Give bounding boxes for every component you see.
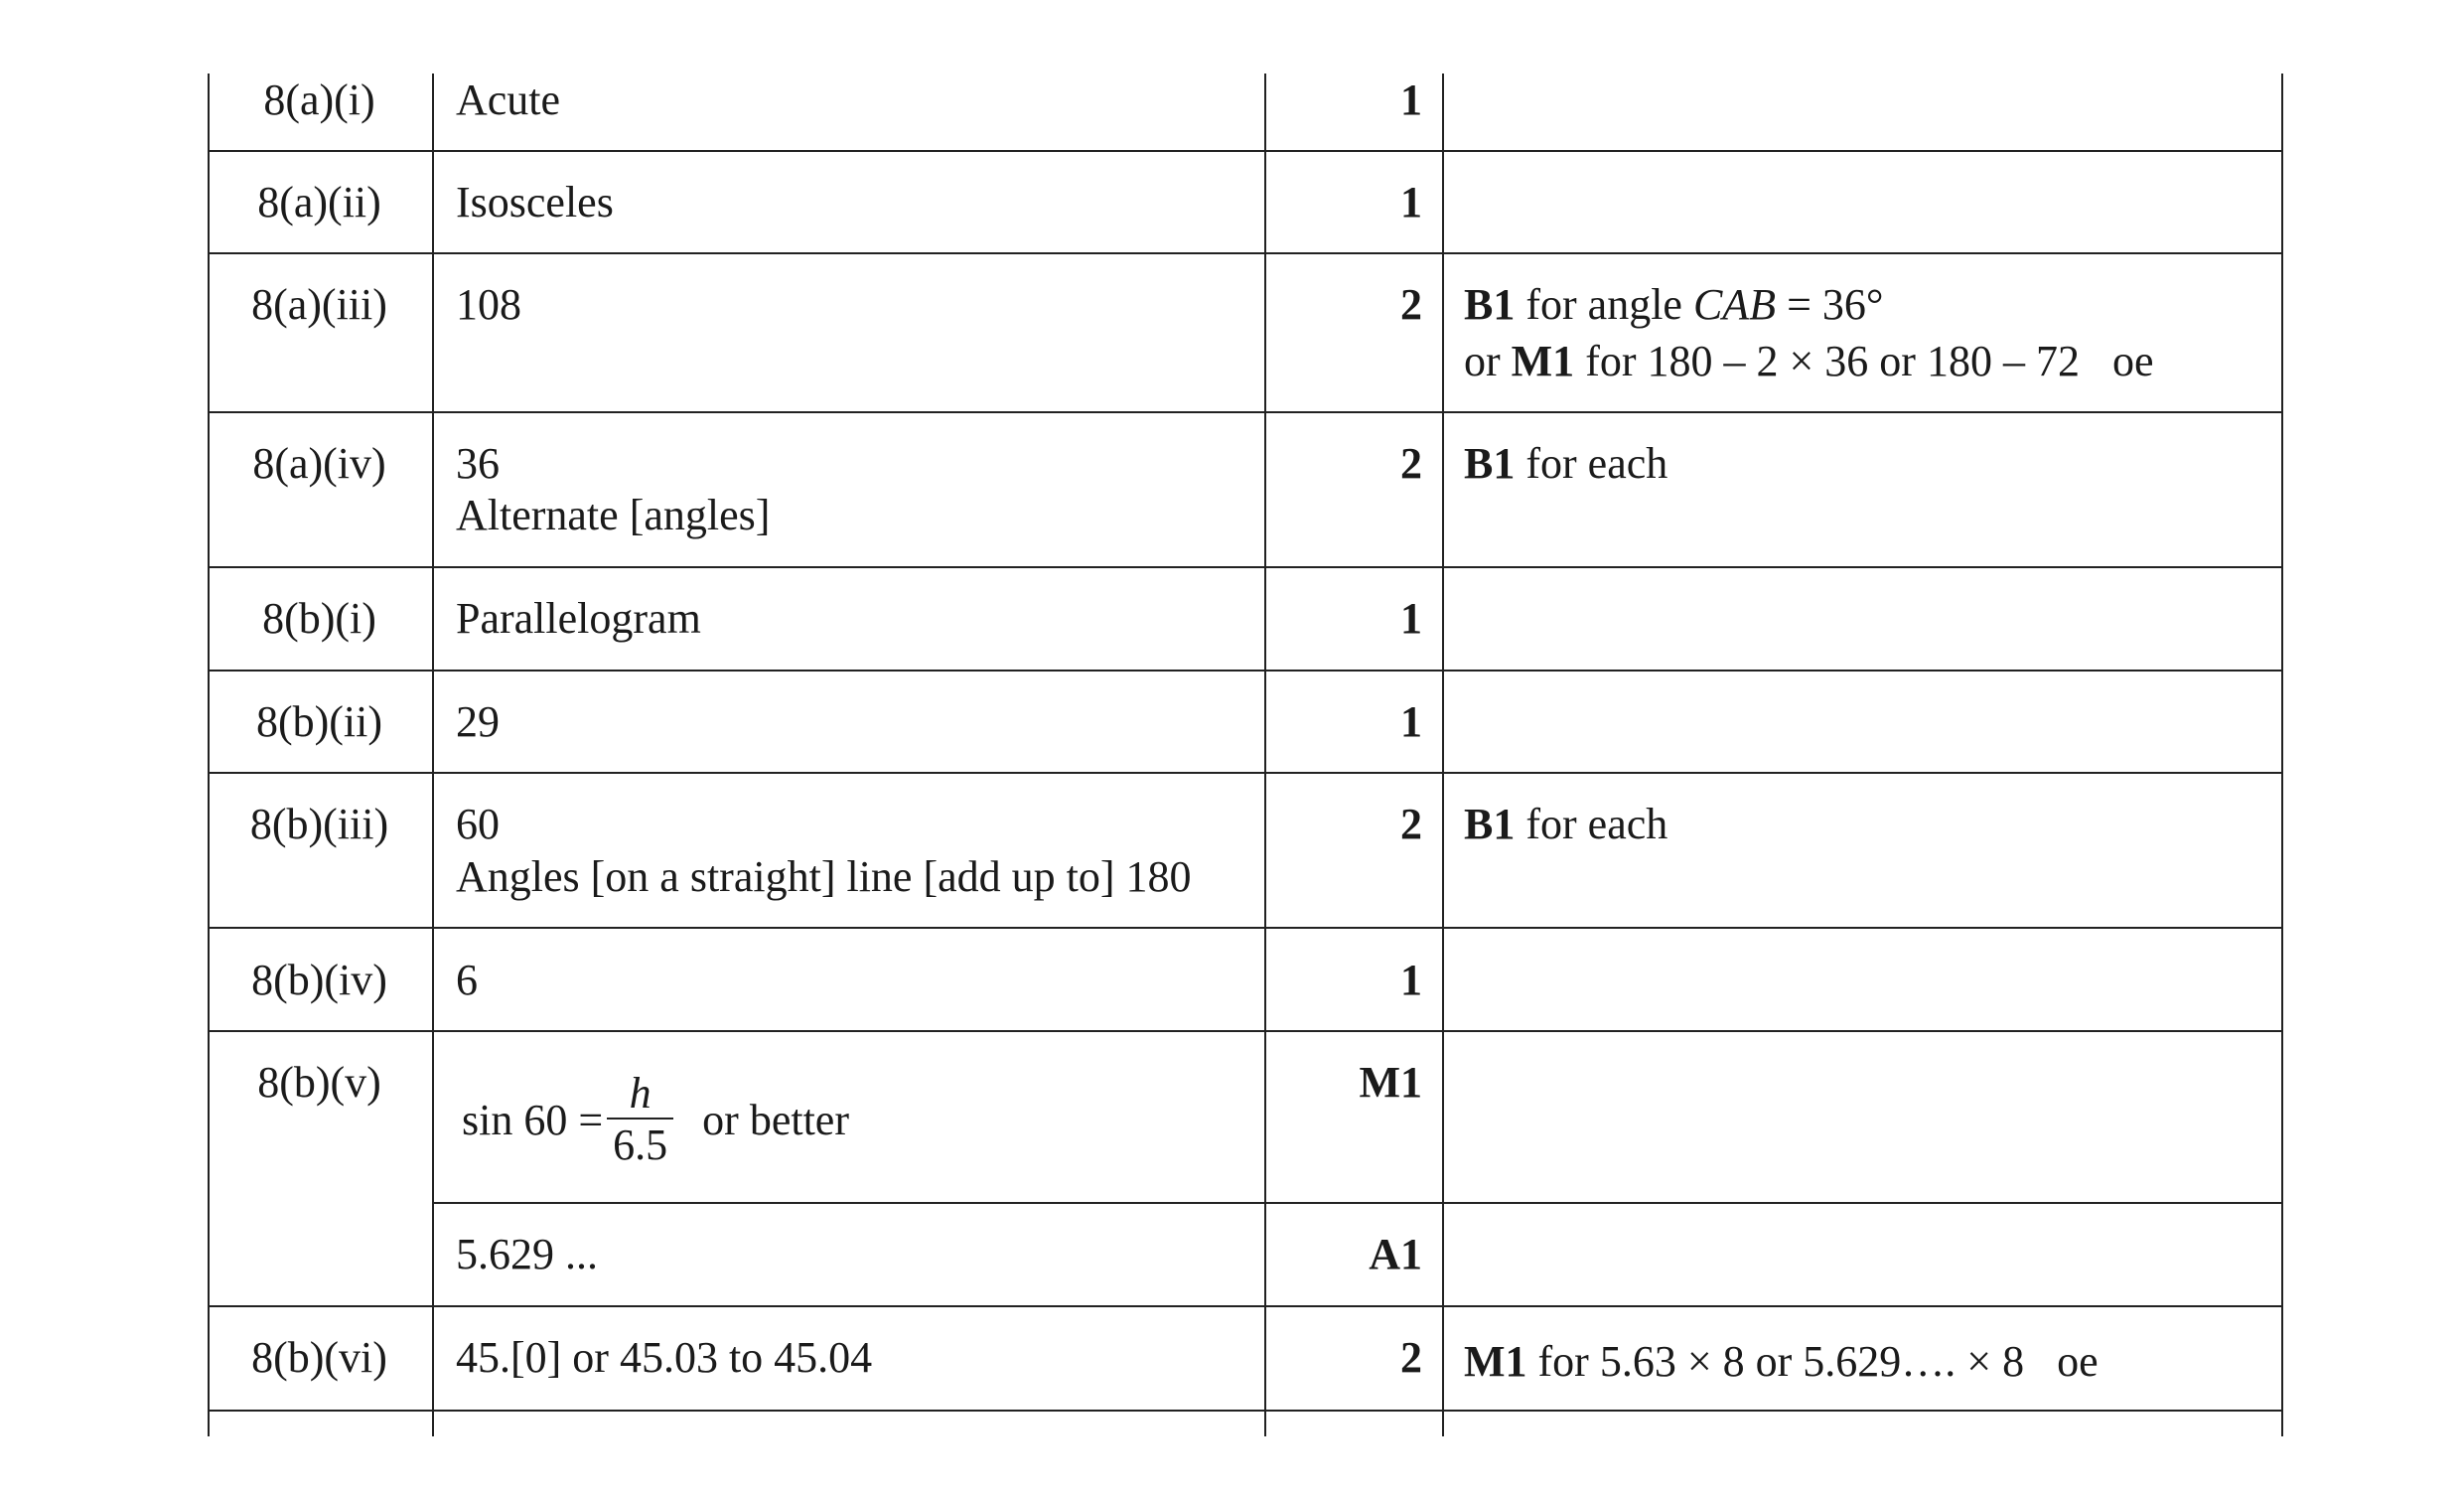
question-number: 8(b)(ii): [255, 697, 383, 746]
note-text: for 5.63 × 8 or 5.629…. × 8 oe: [1526, 1337, 2099, 1386]
fraction-numerator: h: [607, 1070, 673, 1120]
formula-suffix: or better: [702, 1095, 849, 1144]
row-divider: [208, 1030, 2283, 1032]
note-text: for each: [1515, 800, 1668, 848]
mark-value: 1: [1400, 956, 1422, 1004]
row-divider: [208, 411, 2283, 413]
mark-scheme-table: [208, 74, 2284, 1436]
note-text: for 180 – 2 × 36 or 180 – 72 oe: [1574, 337, 2154, 385]
row-divider: [208, 670, 2283, 672]
mark-value: 2: [1400, 439, 1422, 488]
answer-text: Acute: [456, 75, 561, 124]
table-border-right: [2281, 74, 2283, 1436]
answer-text: 5.629 ...: [456, 1230, 598, 1278]
note-text: = 36°: [1776, 280, 1884, 329]
mark-value: A1: [1369, 1230, 1422, 1278]
note-text: or: [1464, 337, 1512, 385]
note-text: for each: [1515, 439, 1668, 488]
row-divider: [208, 772, 2283, 774]
answer-formula: [462, 1067, 849, 1171]
question-number: 8(b)(iv): [251, 956, 387, 1004]
answer-text: Alternate [angles]: [456, 491, 771, 539]
question-number: 8(a)(ii): [257, 178, 381, 226]
formula-prefix: sin 60 =: [462, 1095, 604, 1144]
row-subdivider: [432, 1202, 2283, 1204]
guidance-note: [1464, 798, 1667, 851]
mark-code: M1: [1511, 337, 1575, 385]
fraction: [607, 1070, 673, 1171]
mark-value: 2: [1400, 1333, 1422, 1382]
answer-text: 6: [456, 956, 478, 1004]
mark-value: 2: [1400, 280, 1422, 329]
column-divider-marks: [1442, 74, 1444, 1436]
mark-value: M1: [1359, 1058, 1422, 1107]
guidance-note: [1464, 335, 2154, 388]
answer-text: 108: [456, 280, 521, 329]
column-divider-question: [432, 74, 434, 1436]
row-divider: [208, 150, 2283, 152]
mark-value: 2: [1400, 800, 1422, 848]
question-number: 8(b)(vi): [251, 1333, 387, 1382]
answer-text: Angles [on a straight] line [add up to] 180: [456, 852, 1192, 901]
row-divider: [208, 252, 2283, 254]
row-divider: [208, 927, 2283, 929]
answer-text: Parallelogram: [456, 594, 701, 643]
mark-value: 1: [1400, 697, 1422, 746]
row-divider: [208, 566, 2283, 568]
row-divider: [208, 1410, 2283, 1412]
question-number: 8(b)(iii): [249, 800, 389, 848]
question-number: 8(a)(iii): [251, 280, 387, 329]
answer-text: 60: [456, 800, 500, 848]
answer-text: Isosceles: [456, 178, 614, 226]
note-italic-text: CAB: [1692, 280, 1777, 329]
mark-code: B1: [1464, 280, 1516, 329]
guidance-note: [1464, 1335, 2099, 1389]
mark-value: 1: [1400, 178, 1422, 226]
question-number: 8(a)(i): [263, 75, 375, 124]
question-number: 8(b)(v): [257, 1058, 381, 1107]
fraction-denominator: 6.5: [613, 1120, 668, 1169]
guidance-note: [1464, 437, 1667, 491]
mark-value: 1: [1400, 594, 1422, 643]
question-number: 8(b)(i): [262, 594, 376, 643]
answer-text: 36: [456, 439, 500, 488]
guidance-note: [1464, 278, 1883, 332]
mark-code: M1: [1464, 1337, 1527, 1386]
note-text: for angle: [1515, 280, 1693, 329]
mark-code: B1: [1464, 439, 1516, 488]
answer-text: 29: [456, 697, 500, 746]
mark-value: 1: [1400, 75, 1422, 124]
mark-code: B1: [1464, 800, 1516, 848]
row-divider: [208, 1305, 2283, 1307]
question-number: 8(a)(iv): [252, 439, 386, 488]
answer-text: 45.[0] or 45.03 to 45.04: [456, 1333, 873, 1382]
